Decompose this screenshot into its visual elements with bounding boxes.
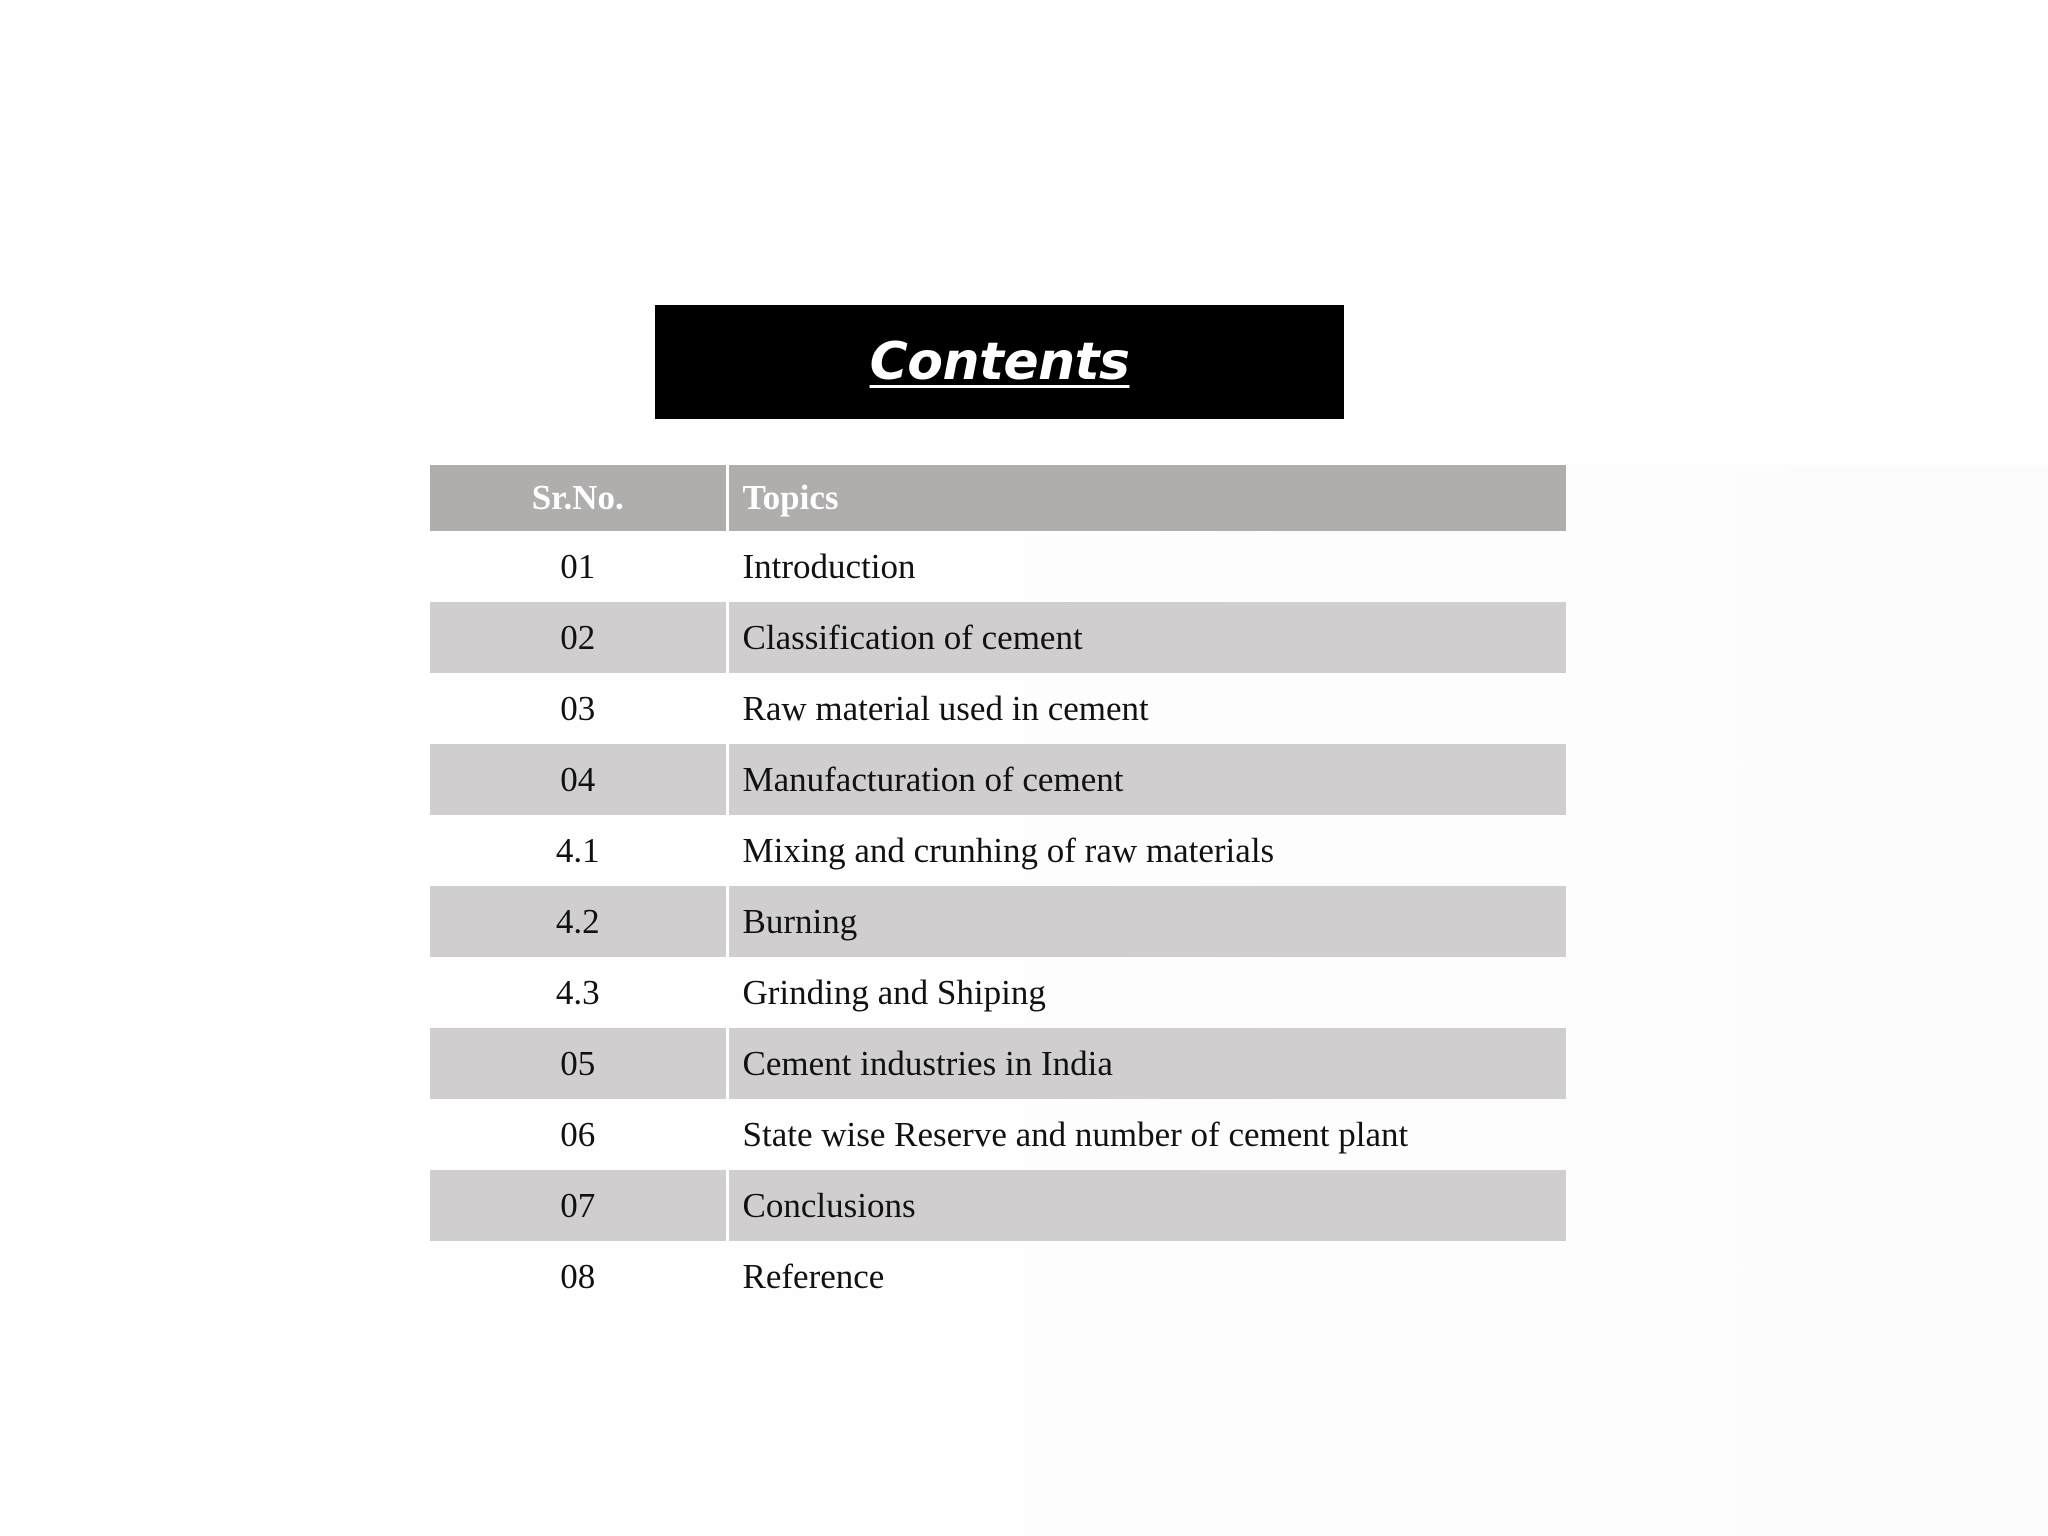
table-row <box>430 1028 1566 1099</box>
row-topic: Mixing and crunhing of raw materials <box>742 830 1275 870</box>
header-serial-number: Sr.No. <box>430 465 727 531</box>
row-topic: Reference <box>742 1256 885 1296</box>
row-number: 07 <box>430 1170 727 1241</box>
contents-table <box>430 465 1566 1312</box>
table-row <box>430 886 1566 957</box>
page-title: Contents <box>869 332 1130 392</box>
table-row <box>430 602 1566 673</box>
row-topic: Conclusions <box>742 1185 916 1225</box>
table-row <box>430 1170 1566 1241</box>
table-row <box>430 957 1566 1028</box>
header-topics: Topics <box>742 478 839 517</box>
contents-title-banner <box>655 305 1344 419</box>
table-row <box>430 1099 1566 1170</box>
row-topic: Burning <box>742 901 858 941</box>
row-number: 4.2 <box>430 886 727 957</box>
row-topic: Cement industries in India <box>742 1043 1113 1083</box>
row-topic: State wise Reserve and number of cement plant <box>742 1114 1409 1154</box>
row-topic: Classification of cement <box>742 617 1083 657</box>
row-number: 01 <box>430 531 727 602</box>
table-row <box>430 744 1566 815</box>
row-number: 06 <box>430 1099 727 1170</box>
row-number: 4.3 <box>430 957 727 1028</box>
table-row <box>430 673 1566 744</box>
row-number: 08 <box>430 1241 727 1312</box>
table-row <box>430 815 1566 886</box>
row-topic: Raw material used in cement <box>742 688 1149 728</box>
table-row <box>430 1241 1566 1312</box>
row-number: 4.1 <box>430 815 727 886</box>
row-topic: Grinding and Shiping <box>742 972 1046 1012</box>
row-number: 04 <box>430 744 727 815</box>
row-number: 03 <box>430 673 727 744</box>
row-number: 02 <box>430 602 727 673</box>
row-topic: Manufacturation of cement <box>742 759 1124 799</box>
row-number: 05 <box>430 1028 727 1099</box>
table-header-row <box>430 465 1566 531</box>
row-topic: Introduction <box>742 546 916 586</box>
table-row <box>430 531 1566 602</box>
